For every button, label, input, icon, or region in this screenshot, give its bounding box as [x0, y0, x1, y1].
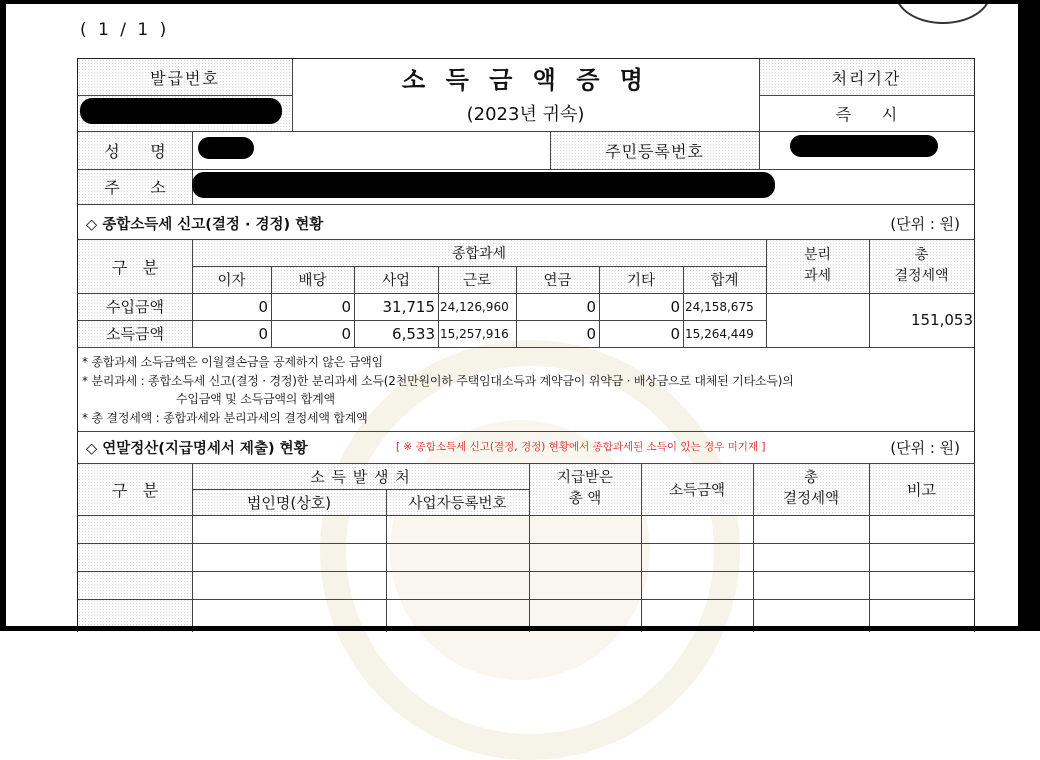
grid-line [78, 95, 292, 96]
s1-revenue-row-other-value [599, 293, 683, 320]
cell-value: 15,257,916 [440, 326, 509, 341]
grid-line [529, 463, 530, 632]
s2-source-label: 소 득 발 생 처 [310, 467, 411, 486]
s2-biz-no-header [386, 489, 529, 515]
grid-line [78, 169, 974, 170]
grid-line [192, 266, 766, 267]
note-2: * 분리과세 : 종합소득세 신고(결정 · 경정)한 분리과세 소득(2천만원이하 주택임대소득과 계약금이 위약금 · 배상금으로 대체된 기타소득)의 [82, 374, 794, 388]
grid-line [550, 131, 551, 169]
document-title-cell [292, 59, 759, 95]
document-title: 소 득 금 액 증 명 [402, 65, 649, 94]
s2-row-2-col-6-cell [753, 543, 869, 571]
s1-total-tax-value: 151,053 [910, 311, 973, 329]
s2-row-3-col-7-cell [869, 571, 974, 599]
s2-remarks-header [869, 463, 974, 515]
grid-line [78, 320, 766, 321]
s2-row-2-col-4-cell [529, 543, 641, 571]
grid-line [78, 131, 974, 132]
cell-value: 0 [670, 324, 680, 343]
s1-income-row-wage-value [438, 320, 516, 347]
section1-title-bar [78, 204, 974, 239]
s1-revenue-row-label: 수입금액 [106, 298, 164, 316]
section2-unit: (단위 : 원) [890, 439, 960, 457]
s1-col-total-label: 합계 [710, 273, 739, 289]
s1-col-interest-header [192, 266, 271, 293]
grid-line [78, 204, 974, 205]
grid-line [759, 95, 974, 96]
s1-income-row-business-value [354, 320, 438, 347]
s2-row-4-col-7-cell [869, 599, 974, 627]
cell-value: 0 [670, 297, 680, 316]
s1-revenue-row-total-value [683, 293, 766, 320]
s2-row-1-col-3-cell [386, 515, 529, 543]
screen-frame-bottom [0, 626, 1040, 631]
grid-line [78, 515, 974, 516]
grid-line [759, 59, 760, 131]
issue-number-label: 발급번호 [150, 68, 220, 88]
s2-row-1-col-1-cell [78, 515, 192, 543]
s2-row-1-col-2-cell [192, 515, 386, 543]
cell-value: 6,533 [392, 324, 435, 343]
grid-line [78, 431, 974, 432]
s1-revenue-row-pension-value [516, 293, 599, 320]
s2-row-3-col-2-cell [192, 571, 386, 599]
s2-paid-total-label: 지급받은 총 액 [556, 470, 614, 507]
s1-gubun-label: 구 분 [111, 257, 159, 277]
s2-row-2-col-3-cell [386, 543, 529, 571]
id-number-label-cell [550, 131, 759, 169]
name-label-cell [78, 131, 192, 169]
s1-col-total-header [683, 266, 766, 293]
grid-line [759, 131, 760, 169]
s2-row-4-col-4-cell [529, 599, 641, 627]
s1-group-header [192, 239, 766, 266]
id-number-label: 주민등록번호 [605, 141, 704, 161]
s2-row-4-col-5-cell [641, 599, 753, 627]
grid-line [354, 266, 355, 347]
s2-gubun-header [78, 463, 192, 515]
s1-revenue-row-label-cell [78, 293, 192, 320]
section1-title: ◇ 종합소득세 신고(결정 · 경정) 현황 [86, 217, 324, 233]
section2-note: [ ※ 종합소득세 신고(결정, 경정) 현황에서 종합과세된 소득이 있는 경우 미기재 ] [396, 441, 766, 453]
s1-separate-tax-cell [766, 293, 869, 347]
s1-col-business-header [354, 266, 438, 293]
s2-total-tax-header [753, 463, 869, 515]
screen-frame-left [0, 0, 6, 631]
s2-biz-no-label: 사업자등록번호 [408, 495, 507, 512]
processing-period-label-cell [759, 59, 974, 95]
grid-line [869, 463, 870, 632]
s1-income-row-total-value [683, 320, 766, 347]
s2-income-header [641, 463, 753, 515]
grid-line [78, 347, 974, 348]
s1-col-dividend-label: 배당 [298, 273, 327, 289]
cell-value: 0 [258, 324, 268, 343]
grid-line [869, 239, 870, 347]
issue-number-label-cell [78, 59, 292, 95]
s2-corp-name-label: 법인명(상호) [246, 493, 332, 512]
section2-title: ◇ 연말정산(지급명세서 제출) 현황 [86, 441, 308, 457]
grid-line [78, 463, 974, 464]
redacted-issue-number [80, 98, 282, 124]
s2-remarks-label: 비고 [907, 480, 936, 499]
s2-row-3-col-1-cell [78, 571, 192, 599]
s2-total-tax-label: 총 결정세액 [782, 470, 840, 507]
s2-row-4-col-6-cell [753, 599, 869, 627]
s1-notes-cell [78, 347, 974, 431]
s1-col-pension-label: 연금 [543, 273, 572, 289]
s2-row-1-col-4-cell [529, 515, 641, 543]
grid-line [641, 463, 642, 632]
document-subtitle-cell [292, 95, 759, 131]
s1-revenue-row-dividend-value [271, 293, 354, 320]
cell-value: 24,158,675 [685, 299, 754, 314]
document-subtitle: (2023년 귀속) [466, 104, 585, 125]
grid-line [516, 266, 517, 347]
s1-separate-tax-label: 분리 과세 [803, 247, 832, 284]
cell-value: 15,264,449 [685, 326, 754, 341]
grid-line [78, 239, 974, 240]
s1-col-business-label: 사업 [381, 273, 410, 289]
s2-row-2-col-1-cell [78, 543, 192, 571]
s2-row-1-col-7-cell [869, 515, 974, 543]
s2-row-2-col-2-cell [192, 543, 386, 571]
grid-line [78, 599, 974, 600]
grid-line [766, 239, 767, 347]
redacted-address [192, 172, 775, 198]
processing-period-label: 처리기간 [831, 68, 902, 88]
s2-paid-total-header [529, 463, 641, 515]
s1-col-dividend-header [271, 266, 354, 293]
s1-total-tax-value-cell [869, 293, 974, 347]
s1-revenue-row-interest-value [192, 293, 271, 320]
s2-row-2-col-7-cell [869, 543, 974, 571]
name-label: 성 명 [104, 141, 166, 161]
s2-row-3-col-4-cell [529, 571, 641, 599]
s2-row-2-col-5-cell [641, 543, 753, 571]
s1-total-tax-header [869, 239, 974, 293]
grid-line [292, 59, 293, 131]
s1-income-row-interest-value [192, 320, 271, 347]
grid-line [683, 266, 684, 347]
cell-value: 24,126,960 [440, 299, 509, 314]
s2-row-3-col-5-cell [641, 571, 753, 599]
s1-income-row-dividend-value [271, 320, 354, 347]
screen-frame-right [1018, 0, 1040, 631]
cell-value: 0 [586, 324, 596, 343]
s1-separate-tax-header [766, 239, 869, 293]
s1-revenue-row-wage-value [438, 293, 516, 320]
s1-group-label: 종합과세 [451, 245, 507, 262]
cell-value: 0 [586, 297, 596, 316]
grid-line [192, 239, 193, 347]
s1-col-wage-header [438, 266, 516, 293]
cell-value: 0 [341, 324, 351, 343]
processing-period-value: 즉 시 [835, 104, 898, 124]
grid-line [192, 489, 529, 490]
grid-line [386, 489, 387, 632]
s2-gubun-label: 구 분 [111, 480, 159, 500]
s2-corp-name-header [192, 489, 386, 515]
s2-row-3-col-3-cell [386, 571, 529, 599]
cell-value: 0 [341, 297, 351, 316]
s2-row-1-col-6-cell [753, 515, 869, 543]
redacted-id-number [790, 135, 938, 157]
grid-line [78, 543, 974, 544]
section2-title-bar [78, 431, 974, 463]
grid-line [192, 463, 193, 632]
s2-source-header [192, 463, 529, 489]
s2-row-1-col-5-cell [641, 515, 753, 543]
s1-col-pension-header [516, 266, 599, 293]
s1-col-other-header [599, 266, 683, 293]
grid-line [271, 266, 272, 347]
note-3: * 총 결정세액 : 종합과세와 분리과세의 결정세액 합계액 [82, 411, 368, 425]
s2-row-4-col-3-cell [386, 599, 529, 627]
grid-line [78, 571, 974, 572]
s1-gubun-header [78, 239, 192, 293]
cell-value: 0 [258, 297, 268, 316]
s2-row-4-col-2-cell [192, 599, 386, 627]
page-count: ( 1 / 1 ) [80, 20, 170, 40]
processing-period-value-cell [759, 95, 974, 131]
grid-line [753, 463, 754, 632]
s1-revenue-row-business-value [354, 293, 438, 320]
s1-col-interest-label: 이자 [217, 273, 246, 289]
s2-row-3-col-6-cell [753, 571, 869, 599]
note-2-continued: 수입금액 및 소득금액의 합계액 [176, 392, 335, 406]
s1-col-wage-label: 근로 [462, 273, 491, 289]
s2-row-4-col-1-cell [78, 599, 192, 627]
note-1: * 종합과세 소득금액은 이월결손금을 공제하지 않은 금액임 [82, 355, 383, 369]
cell-value: 31,715 [382, 297, 435, 316]
s1-income-row-other-value [599, 320, 683, 347]
section1-unit: (단위 : 원) [890, 215, 960, 233]
s1-total-tax-label: 총 결정세액 [894, 247, 949, 284]
s1-col-other-label: 기타 [626, 273, 655, 289]
s1-income-row-label: 소득금액 [106, 325, 164, 343]
redacted-name [198, 137, 254, 159]
s1-income-row-pension-value [516, 320, 599, 347]
s1-income-row-label-cell [78, 320, 192, 347]
address-label-cell [78, 169, 192, 204]
grid-line [78, 293, 974, 294]
address-label: 주 소 [104, 178, 166, 197]
s2-income-label: 소득금액 [668, 482, 726, 499]
grid-line [438, 266, 439, 347]
screen-frame-top [0, 0, 1040, 4]
grid-line [599, 266, 600, 347]
